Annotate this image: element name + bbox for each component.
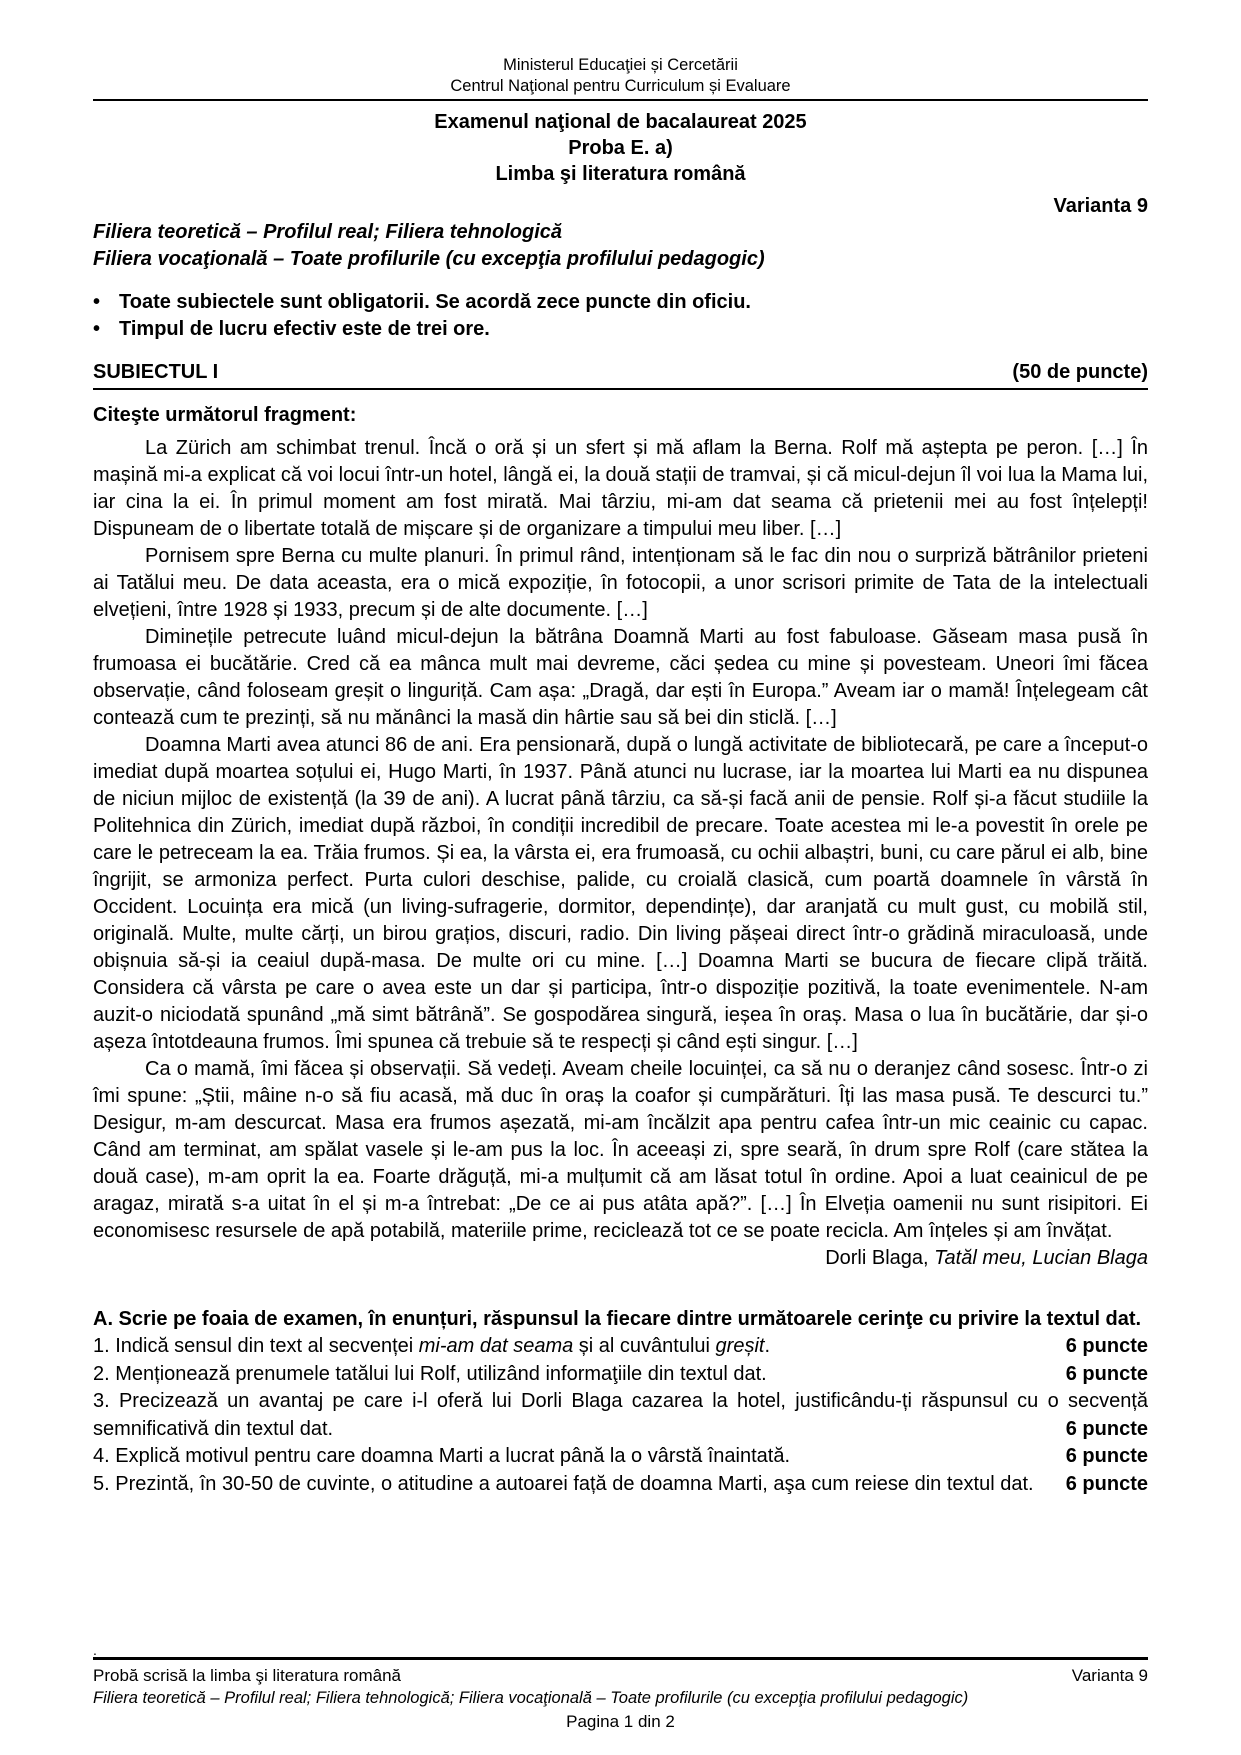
question-3-points: 6 puncte [1065,1417,1148,1440]
variant-label: Varianta 9 [1053,195,1148,217]
filiera-line-1: Filiera teoretică – Profilul real; Filiera tehnologică [93,221,563,243]
fragment-paragraph: La Zürich am schimbat trenul. Încă o oră și un sfert și mă aflam la Berna. Rolf mă aștepta pe peron. […] În mașină mi-a explicat că voi locui într-un hotel, lângă ei, la două stații de tramvai, și că micul-dejun îl voi lua la Mama lui, iar cina la ei. În primul moment am fost mirată. Mai târziu, mi-am dat seama că prietenii mei au fost înțelepți! Dispuneam de o libertate totală de mișcare și de organizare a timpului meu liber. […] [93,437,1148,540]
text-fragment [93,435,1148,1245]
question-2 [93,1361,1148,1389]
footer-row [93,1664,1148,1687]
question-2-points: 6 puncte [1065,1362,1148,1385]
bullet-icon: • [93,318,101,340]
page-footer [93,1642,1148,1733]
question-4-text: 4. Explică motivul pentru care doamna Marti a lucrat până la o vârstă înaintată. [93,1445,791,1467]
question-1-text: 1. Indică sensul din text al secvenței [93,1335,419,1357]
question-2-text: 2. Menționează prenumele tatălui lui Rolf, utilizând informaţiile din textul dat. [93,1362,767,1385]
note-item [93,316,1148,343]
question-5-text: 5. Prezintă, în 30-50 de cuvinte, o atitudine a autoarei față de doamna Marti, aşa cum reiese din textul dat. [93,1472,1034,1495]
question-1 [93,1333,1148,1361]
question-4 [93,1443,1148,1471]
question-5 [93,1471,1148,1499]
question-1-points: 6 puncte [1065,1335,1148,1357]
question-3 [93,1388,1148,1443]
question-1-quoted-sequence: mi-am dat seama [418,1335,574,1357]
header-line-center: Centrul Naţional pentru Curriculum și Evaluare [450,77,791,95]
note-text: Toate subiectele sunt obligatorii. Se acordă zece puncte din oficiu. [119,291,751,313]
attribution-work-title: Tatăl meu, Lucian Blaga [934,1247,1148,1269]
page-header [93,55,1148,101]
note-text: Timpul de lucru efectiv este de trei ore. [119,318,490,340]
question-3-text: 3. Precizează un avantaj pe care i-l oferă lui Dorli Blaga cazarea la hotel, justificându-ți răspunsul cu o secvență semnificativă din textul dat. [93,1390,1148,1440]
subject-heading [93,361,1148,390]
exam-title: Examenul naţional de bacalaureat 2025 [434,111,807,133]
footer-page-number: Pagina 1 din 2 [566,1712,675,1731]
attribution [93,1245,1148,1272]
bullet-icon: • [93,291,101,313]
note-item [93,289,1148,316]
exam-subject-name: Limba şi literatura română [495,163,746,185]
header-line-ministry: Ministerul Educaţiei și Cercetării [503,56,738,74]
subject-label: SUBIECTUL I [93,361,219,383]
read-instruction: Citeşte următorul fragment: [93,404,357,426]
question-4-points: 6 puncte [1065,1445,1148,1467]
footer-filiera: Filiera teoretică – Profilul real; Filiera tehnologică; Filiera vocaţională – Toate profilurile (cu excepţia profilului pedagogic) [93,1689,969,1707]
subject-points: (50 de puncte) [1012,361,1148,383]
fragment-paragraph: Pornisem spre Berna cu multe planuri. În primul rând, intenționam să le fac din nou o surpriză bătrânilor prieteni ai Tatălui meu. De data aceasta, era o mică expoziție, în fotocopii, a unor scrisori primite de Tata de la intelectuali elvețieni, între 1928 și 1933, precum și de alte documente. […] [93,545,1148,621]
filiera-block [93,219,1148,273]
question-1-text: și al cuvântului [573,1335,716,1357]
fragment-paragraph: Diminețile petrecute luând micul-dejun la bătrâna Doamnă Marti au fost fabuloase. Găseam masa pusă în frumoasa ei bucătărie. Cred că ea mânca mult mai devreme, căci ședea cu mine și povesteam. Uneori îmi făcea observație, când foloseam greșit o linguriță. Cam așa: „Dragă, dar ești în Europa.” Aveam iar o mamă! Înțelegeam cât contează cum te prezinți, să nu mănânci la masă din hârtie sau să bei din sticlă. […] [93,626,1148,729]
question-1-text: . [764,1335,771,1357]
footnote-dot: . [93,1642,97,1658]
footer-variant-label: Varianta 9 [1071,1666,1148,1685]
exam-proba: Proba E. a) [568,137,673,159]
filiera-line-2: Filiera vocaţională – Toate profilurile (cu excepţia profilului pedagogic) [93,248,765,270]
exam-notes [93,289,1148,343]
question-5-points: 6 puncte [1065,1472,1148,1495]
question-1-quoted-word: greșit [715,1335,765,1357]
attribution-author: Dorli Blaga, [825,1247,935,1269]
section-a-intro: A. Scrie pe foaia de examen, în enunțuri, răspunsul la fiecare dintre următoarele cerinţe cu privire la textul dat. [93,1308,1142,1330]
footer-proba-label: Probă scrisă la limba şi literatura română [93,1666,402,1685]
fragment-paragraph: Doamna Marti avea atunci 86 de ani. Era pensionară, după o lungă activitate de bibliotecară, pe care a început-o imediat după moartea soțului ei, Hugo Marti, în 1937. Până atunci nu lucrase, iar la moartea lui Marti ea nu dispunea de niciun mijloc de existență (la 39 de ani). A lucrat până târziu, ca să-și facă anii de pensie. Rolf și-a făcut studiile la Politehnica din Zürich, imediat după război, în condiții incredibil de precare. Toate acestea mi le-a povestit în orele pe care le petreceam la ea. Trăia frumos. Și ea, la vârsta ei, era frumoasă, cu ochii albaștri, buni, cu care părul ei alb, bine îngrijit, se armoniza perfect. Purta culori deschise, palide, cu croială clasică, cum poartă doamnele în vârstă în Occident. Locuința era mică (un living-sufragerie, dormitor, dependințe), dar aranjată cu mult gust, cu mobilă stil, originală. Multe, multe cărți, un birou grațios, discuri, radio. Din living pășeai direct într-o grădină miraculoasă, unde obișnuia să-și ia ceaiul după-masa. De multe ori cu mine. […] Doamna Marti se bucura de fiecare clipă trăită. Considera că vârsta pe care o avea este un dar și participa, într-o dispoziție pozitivă, la toate evenimentele. N-am auzit-o niciodată spunând „mă simt bătrână”. Se gospodărea singură, ieșea în oraș. Masa o lua în bucătărie, dar și-o așeza întotdeauna frumos. Îmi spunea că trebuie să te respecți și când ești singur. […] [93,734,1148,1053]
fragment-paragraph: Ca o mamă, îmi făcea și observații. Să vedeți. Aveam cheile locuinței, ca să nu o deranjez când sosesc. Într-o zi îmi spune: „Știi, mâine n-o să fiu acasă, mă duc în oraș la coafor și cumpărături. Îți las masa pusă. Te descurci tu.” Desigur, m-am descurcat. Masa era frumos așezată, mi-am încălzit apa pentru cafea într-un mic ceainic cu capac. Când am terminat, am spălat vasele și le-am pus la loc. În aceeași zi, spre seară, în drum spre Rolf (care stătea la două case), m-am oprit la ea. Foarte drăguță, mi-a mulțumit că am lăsat totul în ordine. Apoi a luat ceainicul de pe aragaz, mirată s-a uitat în el și m-a întrebat: „De ce ai pus atâta apă?”. […] În Elveția oamenii nu sunt risipitori. Ei economisesc resursele de apă potabilă, materiile prime, reciclează tot ce se poate recicla. Am înțeles și am învățat. [93,1058,1148,1242]
exam-title-block [93,109,1148,187]
footer-divider [93,1657,1148,1733]
